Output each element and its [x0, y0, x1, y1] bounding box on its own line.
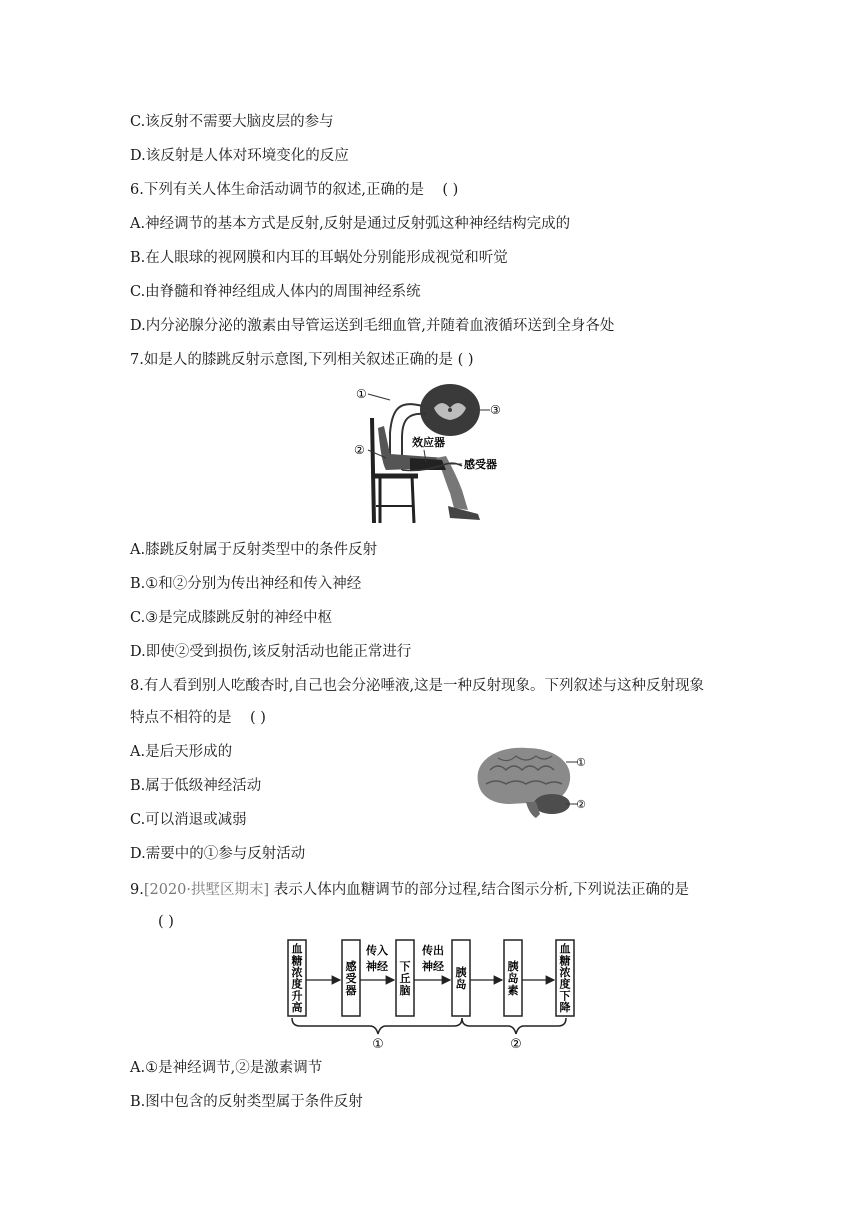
figure-label-1: ①	[356, 387, 367, 401]
flow-box-char: 度	[559, 977, 571, 991]
q9-option-a: A.①是神经调节,②是激素调节	[130, 1060, 323, 1076]
flow-box-char: 器	[345, 984, 357, 997]
q6-option-c: C.由脊髓和脊神经组成人体内的周围神经系统	[130, 284, 421, 300]
question-6	[130, 180, 458, 200]
flow-box-char: 糖	[559, 954, 571, 968]
q7-option-b: B.①和②分别为传出神经和传入神经	[130, 576, 362, 592]
q8-option-d: D.需要中的①参与反射活动	[130, 846, 306, 862]
knee-reflex-figure	[350, 378, 520, 528]
flow-box-char: 血	[559, 942, 571, 956]
flow-box-char: 受	[345, 972, 357, 985]
arrow-label: 传出	[422, 944, 444, 957]
arrow-label: 传入	[366, 944, 388, 957]
flow-box-char: 浓	[291, 966, 303, 979]
flow-box-char: 感	[345, 960, 357, 973]
receptor-label: 感受器	[464, 458, 497, 471]
question-6-text: 6.下列有关人体生命活动调节的叙述,正确的是	[130, 182, 424, 198]
flow-box-char: 度	[291, 977, 303, 991]
flow-box-char: 下	[559, 989, 571, 1003]
flow-box-char: 丘	[399, 972, 411, 985]
answer-blank: ( )	[442, 182, 459, 198]
q7-option-a: A.膝跳反射属于反射类型中的条件反射	[130, 542, 378, 558]
question-9-text: 表示人体内血糖调节的部分过程,结合图示分析,下列说法正确的是	[273, 882, 689, 898]
q8-option-b: B.属于低级神经活动	[130, 778, 262, 794]
flow-box-char: 脑	[399, 984, 411, 997]
q5-option-d: D.该反射是人体对环境变化的反应	[130, 148, 349, 164]
q6-option-b: B.在人眼球的视网膜和内耳的耳蜗处分别能形成视觉和听觉	[130, 250, 508, 266]
brain-figure	[470, 740, 590, 820]
q7-option-c: C.③是完成膝跳反射的神经中枢	[130, 610, 333, 626]
flow-box-char: 血	[291, 942, 303, 956]
flow-box-char: 胰	[455, 966, 467, 979]
figure-label-2: ②	[354, 443, 365, 457]
flow-box-char: 高	[291, 1001, 303, 1014]
q7-option-d: D.即使②受到损伤,该反射活动也能正常进行	[130, 644, 412, 660]
question-8-text: 特点不相符的是	[130, 710, 232, 726]
flow-box-char: 岛	[455, 978, 467, 991]
answer-blank: ( )	[158, 914, 174, 930]
question-8-line-2	[130, 708, 266, 728]
answer-blank: ( )	[457, 352, 474, 368]
q6-option-d: D.内分泌腺分泌的激素由导管运送到毛细血管,并随着血液循环送到全身各处	[130, 318, 615, 334]
answer-blank: ( )	[249, 710, 266, 726]
flow-box-char: 浓	[559, 966, 571, 979]
flow-box-char: 胰	[507, 960, 519, 973]
question-9-number: 9.	[130, 882, 144, 898]
arrow-label: 神经	[422, 960, 444, 973]
flow-box-char: 降	[559, 1001, 571, 1014]
question-8-line-1: 8.有人看到别人吃酸杏时,自己也会分泌唾液,这是一种反射现象。下列叙述与这种反射现象	[130, 678, 705, 694]
arrow-label: 神经	[366, 960, 388, 973]
flow-box-char: 下	[399, 960, 411, 973]
source-tag: [2020·拱墅区期末]	[143, 882, 270, 898]
q5-option-c: C.该反射不需要大脑皮层的参与	[130, 114, 334, 130]
question-7-text: 7.如是人的膝跳反射示意图,下列相关叙述正确的是	[130, 352, 453, 368]
question-7	[130, 350, 474, 370]
blood-sugar-flow-figure	[284, 936, 584, 1052]
flow-box-char: 升	[291, 989, 303, 1003]
q8-option-c: C.可以消退或减弱	[130, 812, 247, 828]
q6-option-a: A.神经调节的基本方式是反射,反射是通过反射弧这种神经结构完成的	[130, 216, 571, 232]
flow-box-char: 糖	[291, 954, 303, 968]
question-9	[130, 880, 689, 900]
effector-label: 效应器	[412, 436, 445, 449]
brace-label-1: ①	[372, 1037, 384, 1052]
q9-option-b: B.图中包含的反射类型属于条件反射	[130, 1094, 363, 1110]
figure-label-3: ③	[490, 403, 501, 417]
q8-option-a: A.是后天形成的	[130, 744, 233, 760]
flow-box-char: 岛	[507, 972, 519, 985]
flow-box-char: 素	[507, 984, 519, 997]
brace-label-2: ②	[510, 1037, 522, 1052]
brain-label-1: ①	[576, 756, 586, 769]
brain-label-2: ②	[576, 798, 586, 811]
